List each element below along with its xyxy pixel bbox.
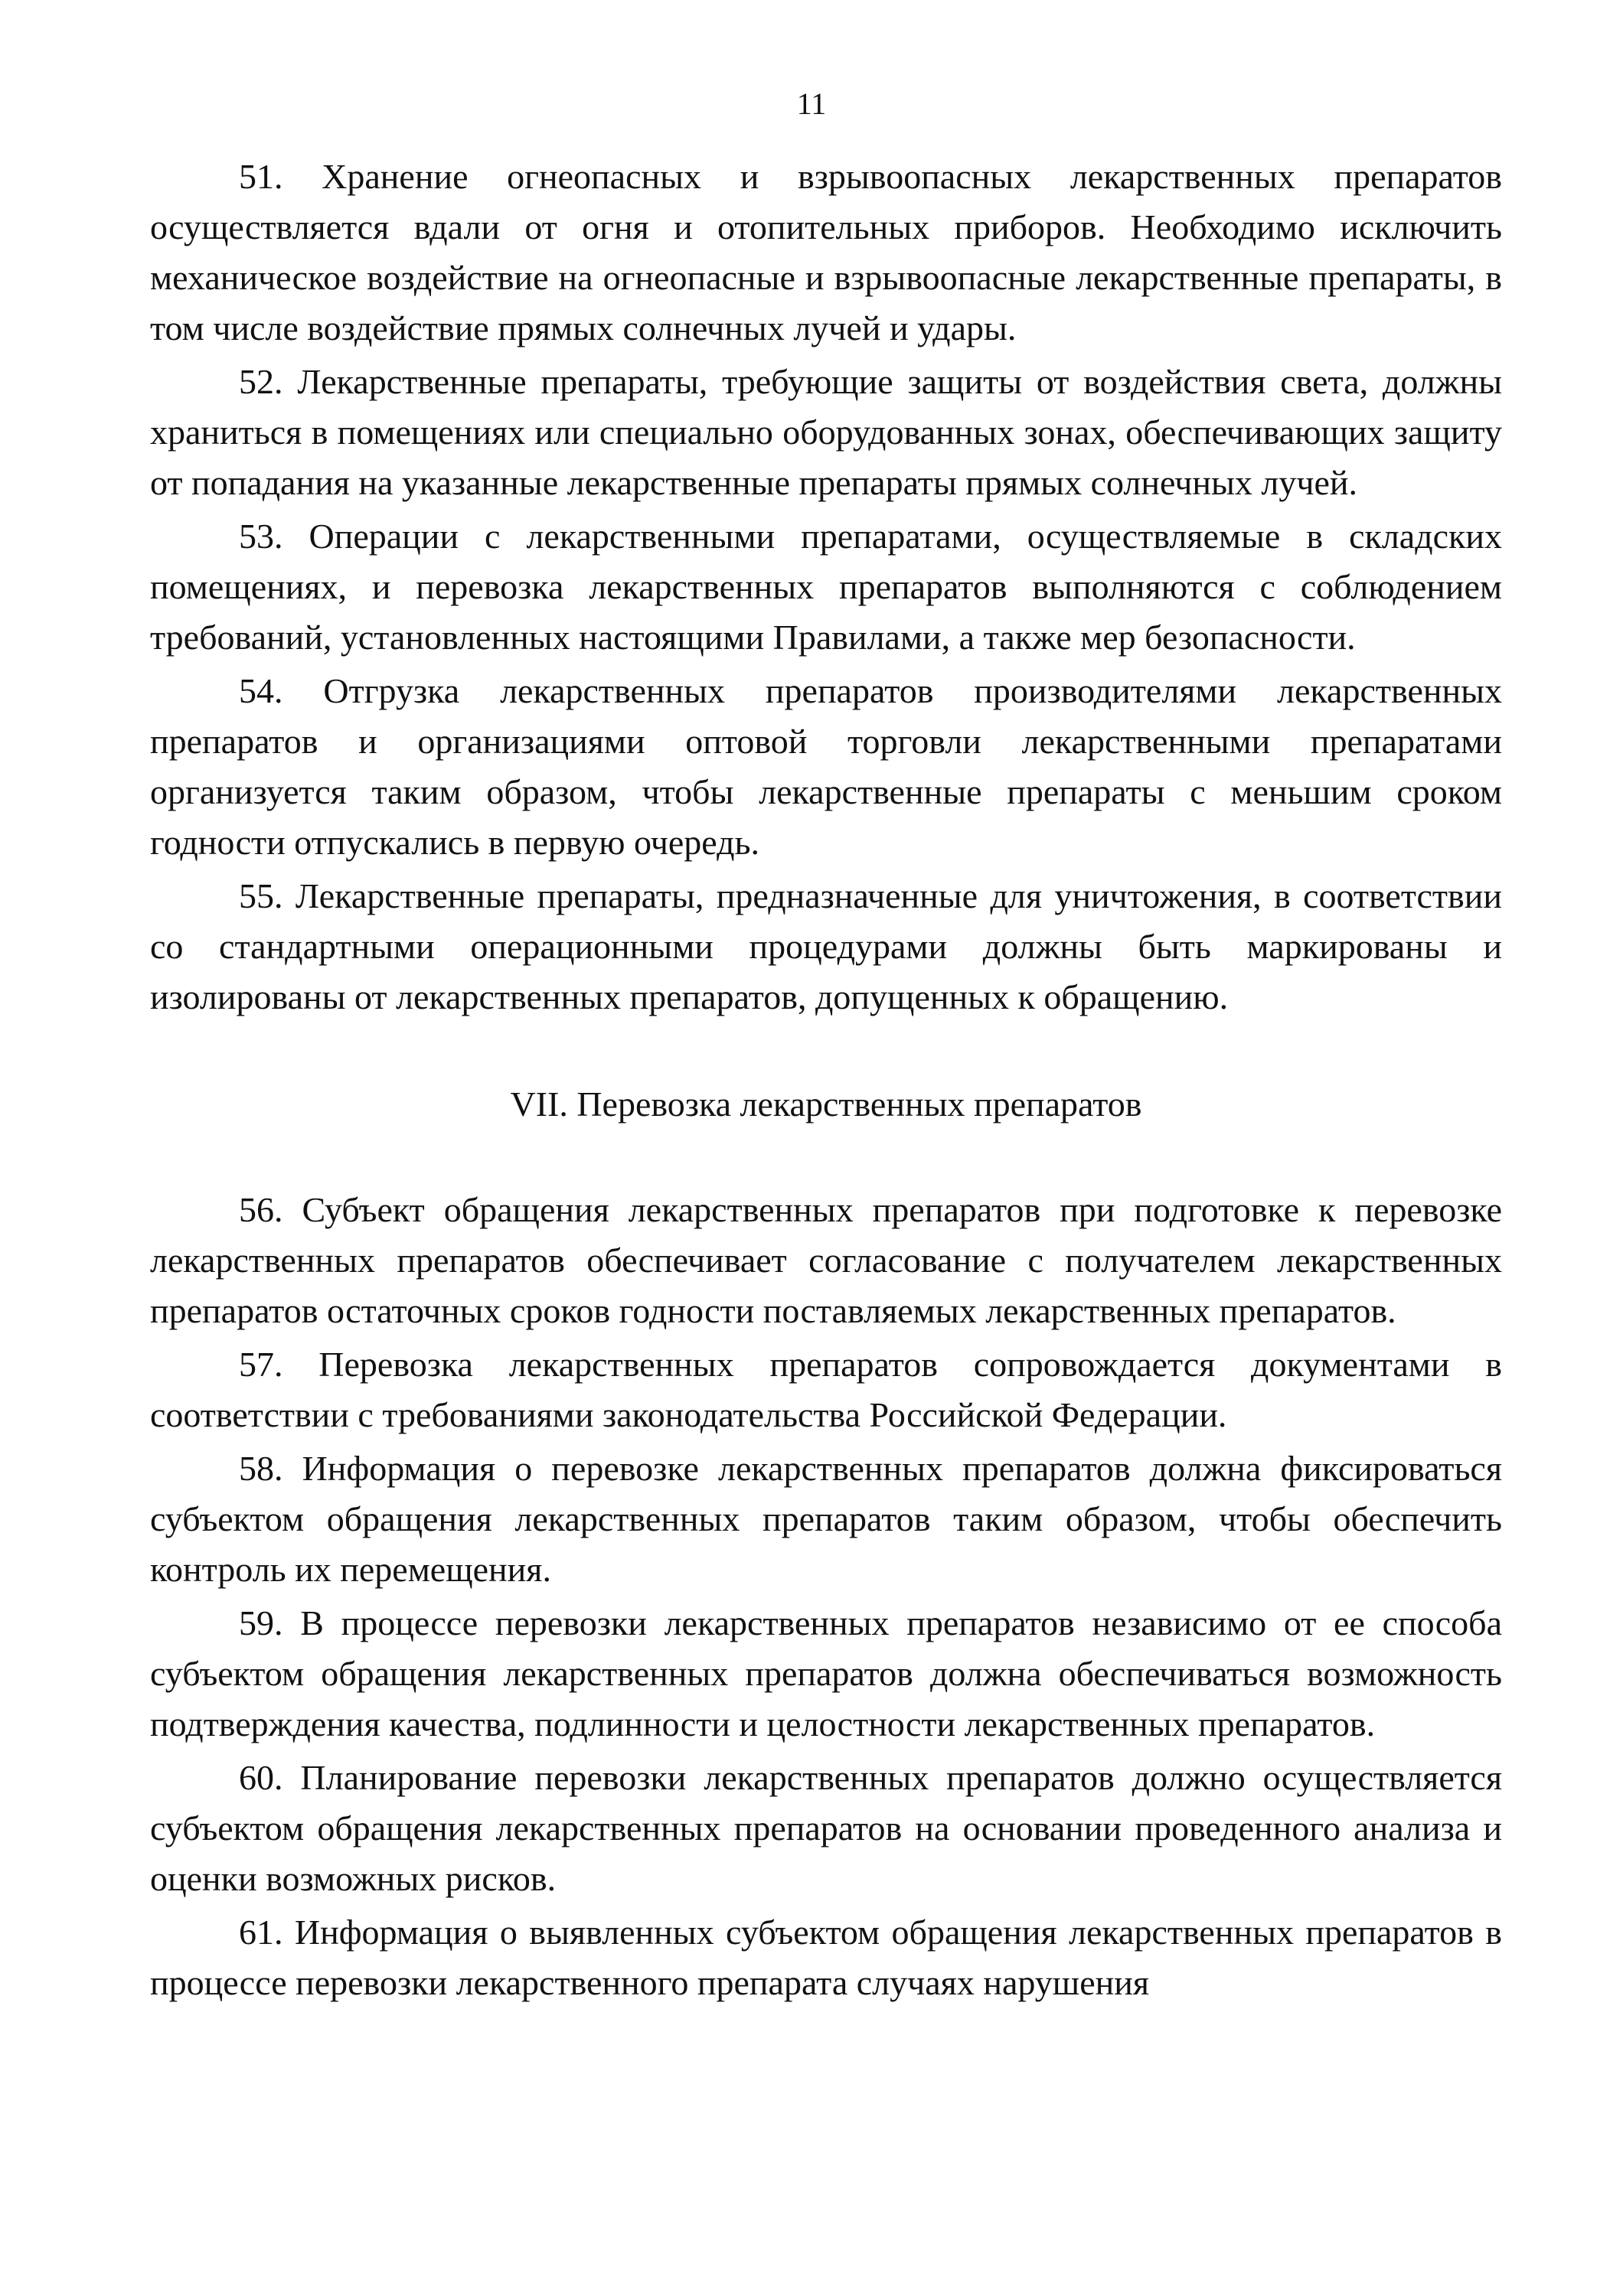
paragraph-54: 54. Отгрузка лекарственных препаратов производителями лекарственных препаратов и организациями оптовой торговли лекарственными препаратами организуется таким образом, чтобы лекарственные препараты с меньшим сроком годности отпускались в первую очередь. (150, 671, 1502, 862)
section-heading: VII. Перевозка лекарственных препаратов (510, 1084, 1142, 1124)
paragraph-57: 57. Перевозка лекарственных препаратов сопровождается документами в соответствии с требованиями законодательства Российской Федерации. (150, 1345, 1502, 1434)
paragraph-59: 59. В процессе перевозки лекарственных препаратов независимо от ее способа субъектом обращения лекарственных препаратов должна обеспечиваться возможность подтверждения качества, подлинности и целостности лекарственных препаратов. (150, 1603, 1502, 1743)
paragraph-55: 55. Лекарственные препараты, предназначенные для уничтожения, в соответствии со стандартными операционными процедурами должны быть маркированы и изолированы от лекарственных препаратов, допущенных к обращению. (150, 876, 1502, 1016)
page-number: 11 (796, 86, 827, 121)
paragraph-61: 61. Информация о выявленных субъектом обращения лекарственных препаратов в процессе перевозки лекарственного препарата случаях нарушения (150, 1913, 1502, 2002)
paragraph-52: 52. Лекарственные препараты, требующие защиты от воздействия света, должны храниться в помещениях или специально оборудованных зонах, обеспечивающих защиту от попадания на указанные лекарственные препараты прямых солнечных лучей. (150, 362, 1502, 502)
document-body (150, 152, 1502, 2011)
paragraph-56: 56. Субъект обращения лекарственных препаратов при подготовке к перевозке лекарственных препаратов обеспечивает согласование с получателем лекарственных препаратов остаточных сроков годности поставляемых лекарственных препаратов. (150, 1190, 1502, 1330)
paragraph-58: 58. Информация о перевозке лекарственных препаратов должна фиксироваться субъектом обращения лекарственных препаратов таким образом, чтобы обеспечить контроль их перемещения. (150, 1449, 1502, 1589)
paragraph-60: 60. Планирование перевозки лекарственных препаратов должно осуществляется субъектом обращения лекарственных препаратов на основании проведенного анализа и оценки возможных рисков. (150, 1758, 1502, 1898)
paragraph-51: 51. Хранение огнеопасных и взрывоопасных лекарственных препаратов осуществляется вдали от огня и отопительных приборов. Необходимо исключить механическое воздействие на огнеопасные и взрывоопасные лекарственные препараты, в том числе воздействие прямых солнечных лучей и удары. (150, 157, 1502, 347)
paragraph-53: 53. Операции с лекарственными препаратами, осуществляемые в складских помещениях, и перевозка лекарственных препаратов выполняются с соблюдением требований, установленных настоящими Правилами, а также мер безопасности. (150, 517, 1502, 657)
